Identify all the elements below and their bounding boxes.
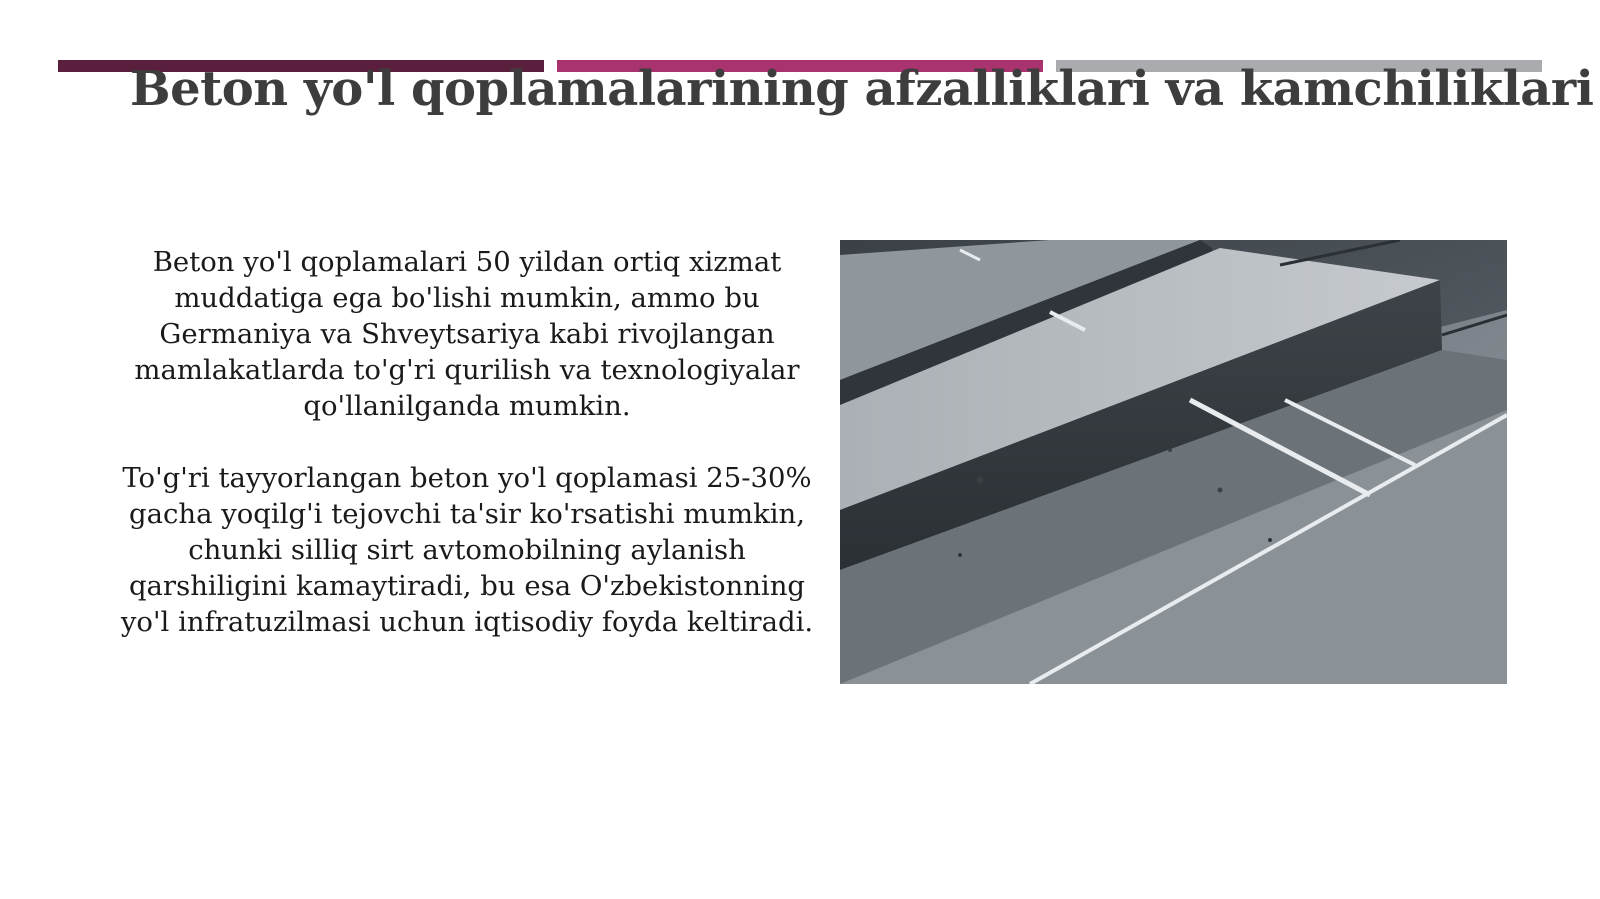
concrete-steps-photo (840, 240, 1507, 684)
paragraph-1: Beton yo'l qoplamalari 50 yildan ortiq xizmat muddatiga ega bo'lishi mumkin, ammo bu Germaniya va Shveytsariya kabi rivojlangan mamlakatlarda to'g'ri qurilish va texnologiyalar qo'llanilganda mumkin. (134, 246, 800, 422)
body-text (112, 244, 822, 640)
paragraph-2: To'g'ri tayyorlangan beton yo'l qoplamasi 25-30% gacha yoqilg'i tejovchi ta'sir ko'rsatishi mumkin, chunki silliq sirt avtomobilning aylanish qarshiligini kamaytiradi, bu esa O'zbekistonning yo'l infratuzilmasi uchun iqtisodiy foyda keltiradi. (120, 462, 814, 638)
slide-title: Beton yo'l qoplamalarining afzalliklari va kamchiliklari (130, 61, 1594, 117)
concrete-steps-illustration (840, 240, 1507, 684)
